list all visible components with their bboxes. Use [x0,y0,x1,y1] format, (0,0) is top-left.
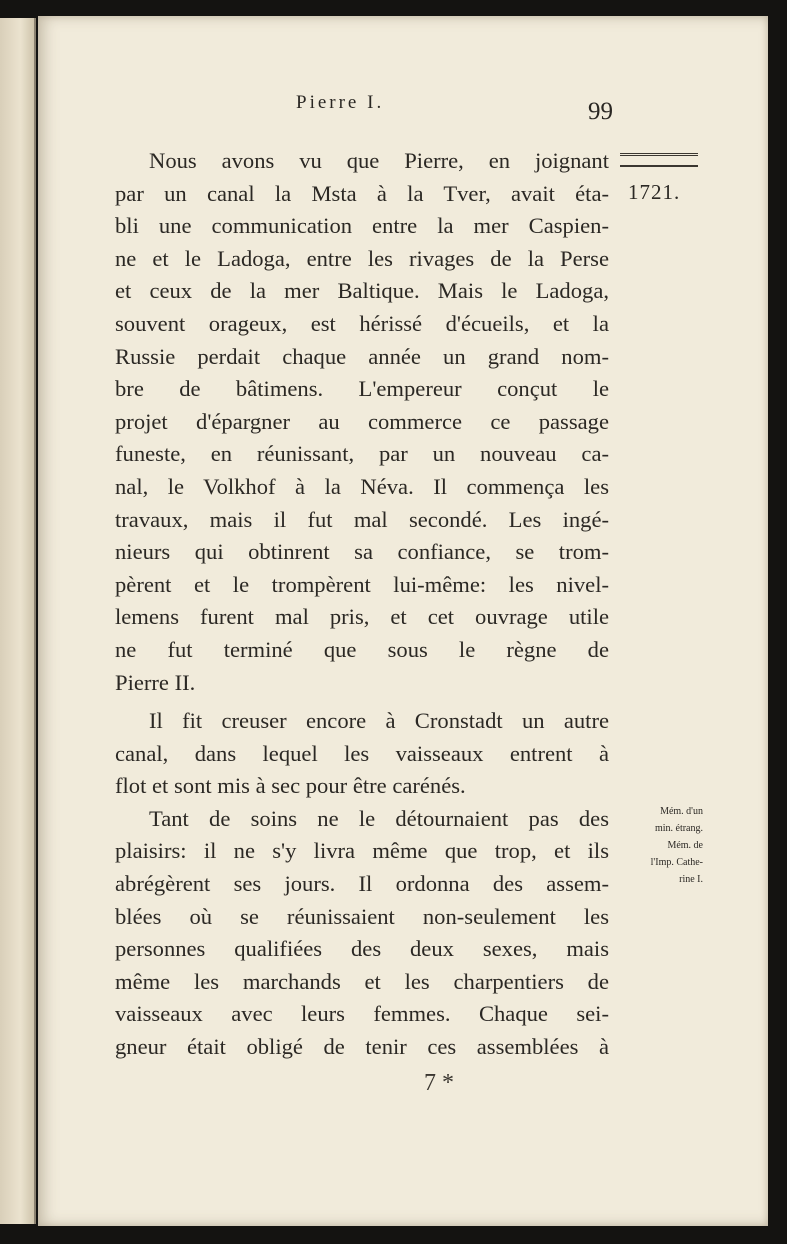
text-line: Tant de soins ne le détournaient pas des [149,805,609,831]
text-line: par un canal la Msta à la Tver, avait éta- [115,180,609,206]
margin-note-line: l'Imp. Cathe- [650,857,703,868]
text-line: et ceux de la mer Baltique. Mais le Ladoga, [115,278,609,304]
text-line: Russie perdait chaque année un grand nom- [115,343,609,369]
text-line: gneur était obligé de tenir ces assemblées à [115,1034,609,1060]
text-line: souvent orageux, est hérissé d'écueils, et la [115,310,609,336]
text-line: plaisirs: il ne s'y livra même que trop, et ils [115,838,609,864]
text-line: lemens furent mal pris, et cet ouvrage utile [115,604,609,630]
text-line: projet d'épargner au commerce ce passage [115,408,609,434]
text-line: travaux, mais il fut mal secondé. Les ingé- [115,506,609,532]
text-line: ne et le Ladoga, entre les rivages de la Perse [115,245,609,271]
text-line: bli une communication entre la mer Caspien- [115,213,609,239]
margin-year: 1721. [628,180,681,204]
previous-page-edge [0,18,36,1224]
text-line: personnes qualifiées des deux sexes, mais [115,936,609,962]
text-line: pèrent et le trompèrent lui-même: les nivel- [115,571,609,597]
margin-note [603,803,703,888]
paragraph-2 [115,705,609,803]
signature-mark: 7 * [424,1070,454,1096]
text-line: blées où se réunissaient non-seulement les [115,903,609,929]
text-line: abrégèrent ses jours. Il ordonna des assem- [115,871,609,897]
text-line: Pierre II. [115,669,196,695]
text-line: bre de bâtimens. L'empereur conçut le [115,376,609,402]
margin-note-line: rine I. [679,874,703,885]
text-line: funeste, en réunissant, par un nouveau ca- [115,441,609,467]
margin-rule [620,153,698,167]
text-line: nieurs qui obtinrent sa confiance, se trom- [115,539,609,565]
text-line: nal, le Volkhof à la Néva. Il commença les [115,473,609,499]
margin-note-line: Mém. d'un [660,806,703,817]
text-line: même les marchands et les charpentiers de [115,968,609,994]
margin-note-line: Mém. de [667,840,703,851]
text-line: Nous avons vu que Pierre, en joignant [149,148,609,173]
text-line: flot et sont mis à sec pour être carénés. [115,773,466,799]
margin-note-line: min. étrang. [654,823,703,834]
text-line: Il fit creuser encore à Cronstadt un autre [149,708,609,734]
paragraph-3 [115,803,609,1064]
text-line: ne fut terminé que sous le règne de [115,636,609,662]
paragraph-1 [115,145,609,699]
text-line: vaisseaux avec leurs femmes. Chaque sei- [115,1001,609,1027]
text-line: canal, dans lequel les vaisseaux entrent à [115,740,609,766]
running-title: Pierre I. [296,92,385,113]
page-number: 99 [588,98,613,125]
body-text [115,145,609,1064]
